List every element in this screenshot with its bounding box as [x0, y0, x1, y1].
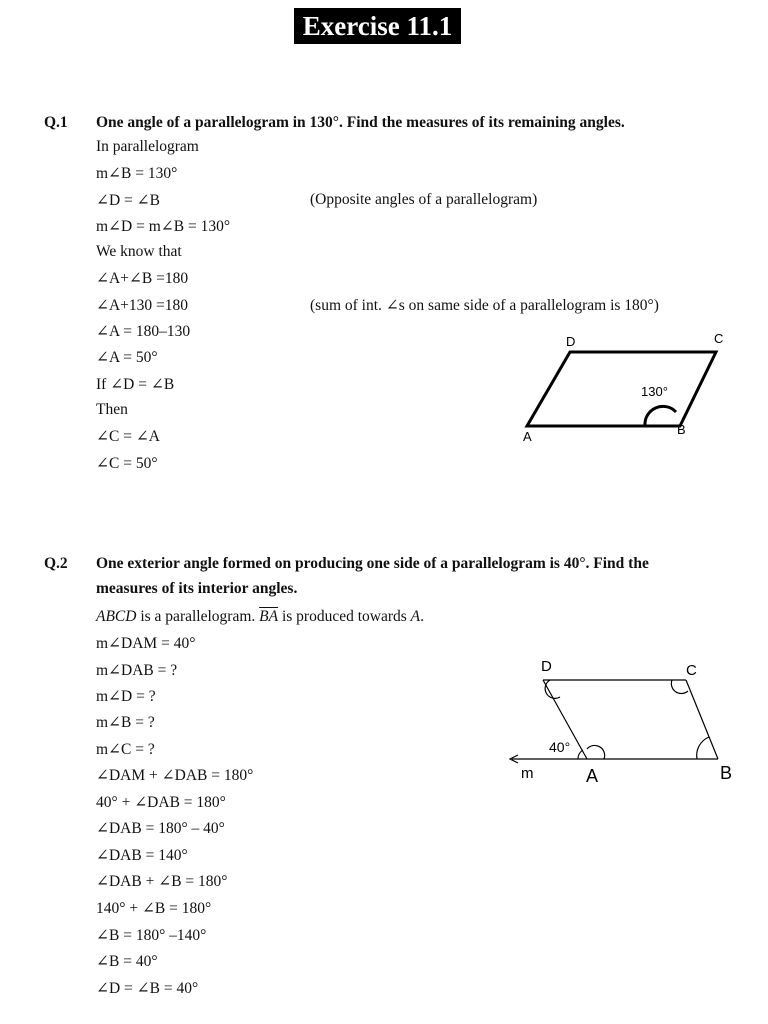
q1-label-c: C [714, 331, 724, 346]
q1-angle-arc [645, 406, 676, 426]
q2-line-6: ∠DAM + ∠DAB = 180° [96, 767, 254, 784]
q2-line-12: ∠B = 180° –140° [96, 927, 207, 944]
q1-label-b: B [677, 422, 686, 437]
q1-line-3: ∠D = ∠B [96, 192, 160, 209]
q2-side-cb [686, 680, 718, 759]
q1-line-10: If ∠D = ∠B [96, 376, 175, 393]
q2-line-10: ∠DAB + ∠B = 180° [96, 873, 228, 890]
q2-angle-arc-c [671, 680, 688, 694]
q1-number: Q.1 [44, 114, 68, 131]
q2-line-14: ∠D = ∠B = 40° [96, 980, 199, 997]
q2-label-m: m [521, 765, 534, 782]
q2-angle-arc-a-interior [587, 745, 605, 759]
q1-note-opposite-angles: (Opposite angles of a parallelogram) [310, 191, 538, 208]
q2-question-line-2: measures of its interior angles. [96, 580, 298, 597]
q2-angle-label: 40° [549, 739, 571, 755]
q2-line-3: m∠D = ? [96, 688, 156, 705]
q1-angle-label: 130° [641, 384, 668, 399]
q1-line-4: m∠D = m∠B = 130° [96, 218, 231, 235]
q1-label-a: A [523, 429, 532, 444]
q2-question-line-1: One exterior angle formed on producing one side of a parallelogram is 40°. Find the [96, 555, 649, 572]
q2-line-9: ∠DAB = 140° [96, 847, 188, 864]
q2-label-d: D [541, 658, 552, 675]
q2-line-11: 140° + ∠B = 180° [96, 900, 212, 917]
q1-line-11: Then [96, 401, 128, 418]
q2-angle-arc-d [545, 680, 560, 698]
q2-intro-abcd: ABCD [96, 608, 137, 625]
q1-question: One angle of a parallelogram in 130°. Find the measures of its remaining angles. [96, 114, 625, 131]
q1-parallelogram [527, 352, 716, 426]
q1-line-2: m∠B = 130° [96, 165, 178, 182]
q2-angle-arc-b [697, 737, 709, 759]
q2-line-8: ∠DAB = 180° – 40° [96, 820, 225, 837]
q2-intro-a: A [410, 608, 421, 625]
q2-line-7: 40° + ∠DAB = 180° [96, 794, 226, 811]
q1-line-12: ∠C = ∠A [96, 428, 160, 445]
q1-line-1: In parallelogram [96, 138, 199, 155]
q2-label-c: C [686, 662, 697, 679]
q2-intro-ba: $\overline{BA}$ [259, 608, 279, 625]
q2-intro-text-2: is produced towards [278, 608, 411, 625]
q1-line-6: ∠A+∠B =180 [96, 270, 189, 287]
q1-label-d: D [566, 334, 576, 349]
q2-intro [96, 608, 424, 626]
q2-line-2: m∠DAB = ? [96, 662, 178, 679]
q2-line-4: m∠B = ? [96, 714, 155, 731]
q1-line-7: ∠A+130 =180 [96, 297, 189, 314]
q2-line-5: m∠C = ? [96, 741, 155, 758]
q2-line-1: m∠DAM = 40° [96, 635, 196, 652]
q1-line-9: ∠A = 50° [96, 349, 158, 366]
q1-line-5: We know that [96, 243, 182, 260]
q2-number: Q.2 [44, 555, 68, 572]
q1-note-interior-angles: (sum of int. ∠s on same side of a parallelogram is 180°) [310, 297, 659, 314]
q2-intro-text-1: is a parallelogram. [136, 608, 260, 625]
q2-label-a: A [586, 766, 599, 786]
q2-intro-period: . [420, 608, 425, 625]
exercise-title: Exercise 11.1 [294, 8, 461, 44]
q1-line-8: ∠A = 180–130 [96, 323, 191, 340]
q2-label-b: B [720, 763, 733, 783]
q2-line-13: ∠B = 40° [96, 953, 158, 970]
q1-line-13: ∠C = 50° [96, 455, 158, 472]
